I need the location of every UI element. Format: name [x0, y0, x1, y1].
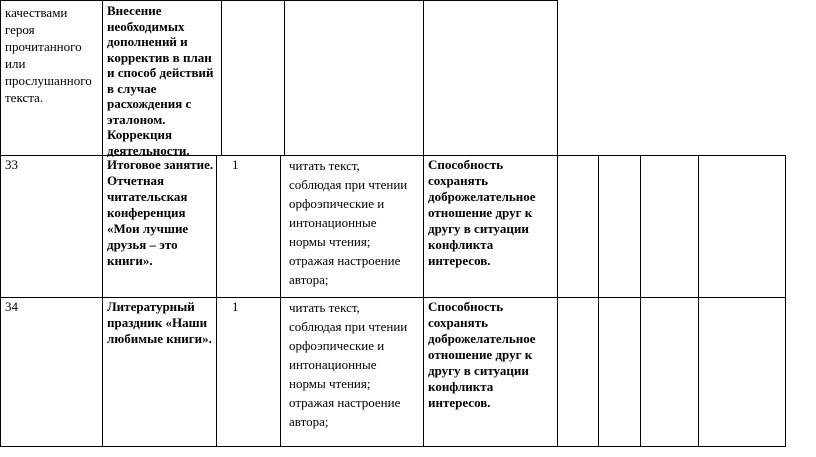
column-divider — [698, 155, 699, 447]
cell-lesson-topic: Литературный праздник «Наши любимые книги». — [107, 299, 212, 346]
column-divider — [423, 0, 424, 156]
cell-skills: читать текст, соблюдая при чтении орфоэпические и интонационные нормы чтения; отражая настроение автора; — [289, 158, 408, 287]
column-divider — [221, 0, 222, 156]
column-divider — [640, 155, 641, 447]
row-divider — [0, 446, 785, 447]
column-divider — [0, 0, 1, 447]
cell-topic-continuation: качествами героя прочитанного или прослушанного текста. — [5, 5, 92, 105]
column-divider — [280, 155, 281, 447]
cell-personal-ud: Способность сохранять доброжелательное отношение друг к другу в ситуации конфликта интересов. — [428, 157, 536, 268]
cell-hours: 1 — [232, 157, 239, 172]
column-divider — [102, 0, 103, 447]
cell-skills: читать текст, соблюдая при чтении орфоэпические и интонационные нормы чтения; отражая настроение автора; — [289, 300, 408, 429]
cell-lesson-topic: Итоговое занятие. Отчетная читательская конференция «Мои лучшие друзья – это книги». — [107, 157, 214, 268]
cell-lesson-number: 34 — [5, 299, 18, 314]
cell-hours: 1 — [232, 299, 239, 314]
column-divider — [216, 155, 217, 447]
column-divider — [557, 0, 558, 156]
row-divider — [0, 0, 557, 1]
cell-lesson-number: 33 — [5, 157, 18, 172]
column-divider — [785, 155, 786, 447]
column-divider — [598, 155, 599, 447]
column-divider — [423, 155, 424, 447]
column-divider — [557, 155, 558, 447]
cell-regulatory-ud: Внесение необходимых дополнений и корректив в план и способ действий в случае расхождения с эталоном. Коррекция деятельности. — [107, 3, 214, 158]
column-divider — [284, 0, 285, 156]
cell-personal-ud: Способность сохранять доброжелательное отношение друг к другу в ситуации конфликта интересов. — [428, 299, 536, 410]
